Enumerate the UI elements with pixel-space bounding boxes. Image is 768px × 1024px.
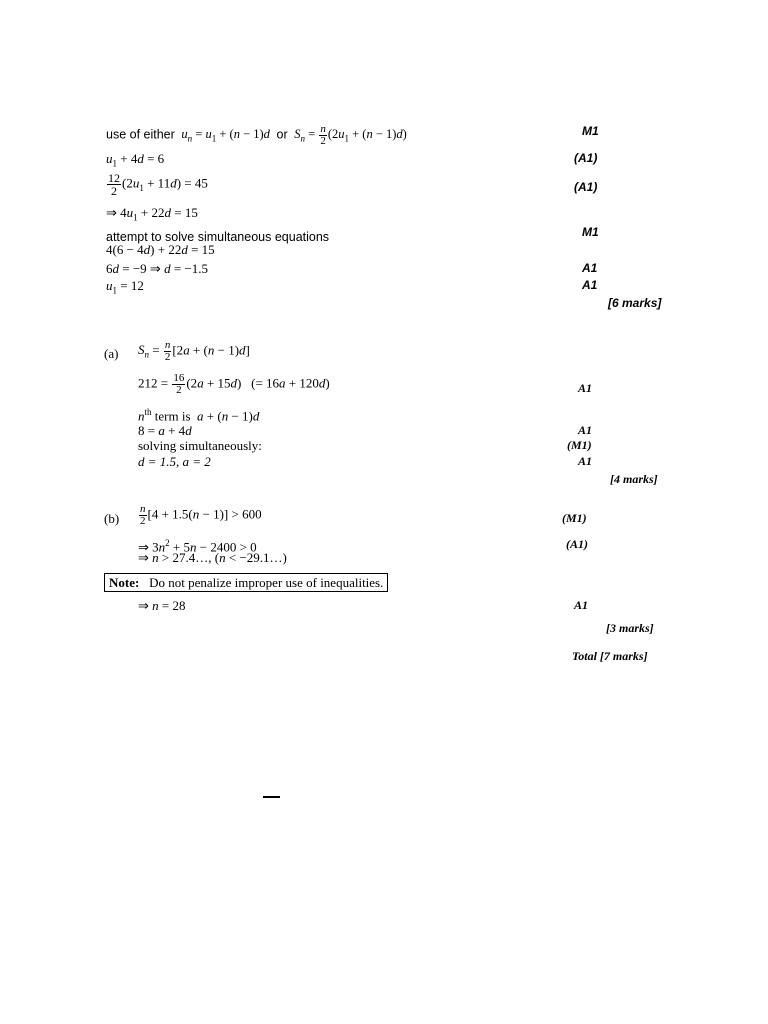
q2b-inequality: $\frac{n}{2}$ [4 + 1.5(n − 1)] > 600 [140,503,262,527]
q2a-mark-1: A1 [578,381,593,395]
q1-eq-sum-45: $\frac{12}{2}$ $(2u_1 + 11d) = 45$ [108,171,208,198]
q1-mark-5: A1 [582,261,598,275]
q2b-mark-2: (A1) [566,537,588,551]
q2b-note-box [104,573,388,592]
q2a-mark-4: A1 [578,454,593,468]
q2a-d-a-values: d = 1.5, a = 2 [138,454,211,469]
q1-use-of-either: use of either [106,127,175,142]
q1-mark-4: M1 [582,225,599,239]
q1-eq-6d: 6d = −9 ⇒ d = −1.5 [106,261,208,276]
q1-eq-substitution: 4(6 − 4d) + 22d = 15 [106,242,215,257]
q2a-eq-212: 212 = $\frac{16}{2}$ (2a + 15d) (= 16a + 120d) [138,372,330,396]
q2a-eq-sn: $S_n$ = $\frac{n}{2}$ [2a + (n − 1)d] [138,339,250,363]
q1-mark-3: (A1) [574,180,598,194]
q2a-nth-term-label: term is [154,408,191,424]
q2b-note-label: Note: [109,575,140,590]
q2b-mark-1: (M1) [562,511,587,525]
q1-line-formulas: use of either $u_n = u_1 + (n - 1)d$ or $S_n$ = $\frac{n}{2}$ $(2u_1 + (n - 1)d)$ [106,123,407,147]
q2b-roots: ⇒ n > 27.4…, (n < −29.1…) [138,550,287,565]
q2a-eq-8: 8 = a + 4d [138,423,192,438]
q2b-total-marks: [3 marks] [606,621,654,635]
q1-mark-2: (A1) [574,151,598,165]
q1-mark-6: A1 [582,278,598,292]
q2b-quadratic: ⇒ $3n^2 + 5n - 2400 > 0$ [138,538,257,555]
q1-eq-u1-4d: $u_1 + 4d = 6$ [106,151,165,169]
q2b-note-text: Do not penalize improper use of inequalities. [149,575,384,590]
q1-mark-1: M1 [582,124,599,138]
q2a-total-marks: [4 marks] [610,472,658,486]
q2-grand-total: Total [7 marks] [572,649,648,663]
q1-attempt-text: attempt to solve simultaneous equations [106,230,330,244]
q2a-solving-text: solving simultaneously: [138,438,262,453]
q2a-mark-2: A1 [578,423,593,437]
q2a-mark-3: (M1) [567,438,592,452]
q2b-answer: ⇒ n = 28 [138,598,186,613]
q1-eq-4u1-22d: ⇒ $4u_1 + 22d = 15$ [106,205,198,223]
stray-dash [263,796,280,798]
q2b-mark-3: A1 [574,598,589,612]
q2-part-a-label: (a) [104,346,119,361]
q1-eq-u1-12: $u_1 = 12$ [106,278,144,296]
q2a-nth-term: $n^{th}$ term is a + (n − 1)d [138,407,260,424]
q1-total-marks: [6 marks] [608,296,662,310]
q2-part-b-label: (b) [104,511,120,526]
q1-or: or [276,127,288,142]
